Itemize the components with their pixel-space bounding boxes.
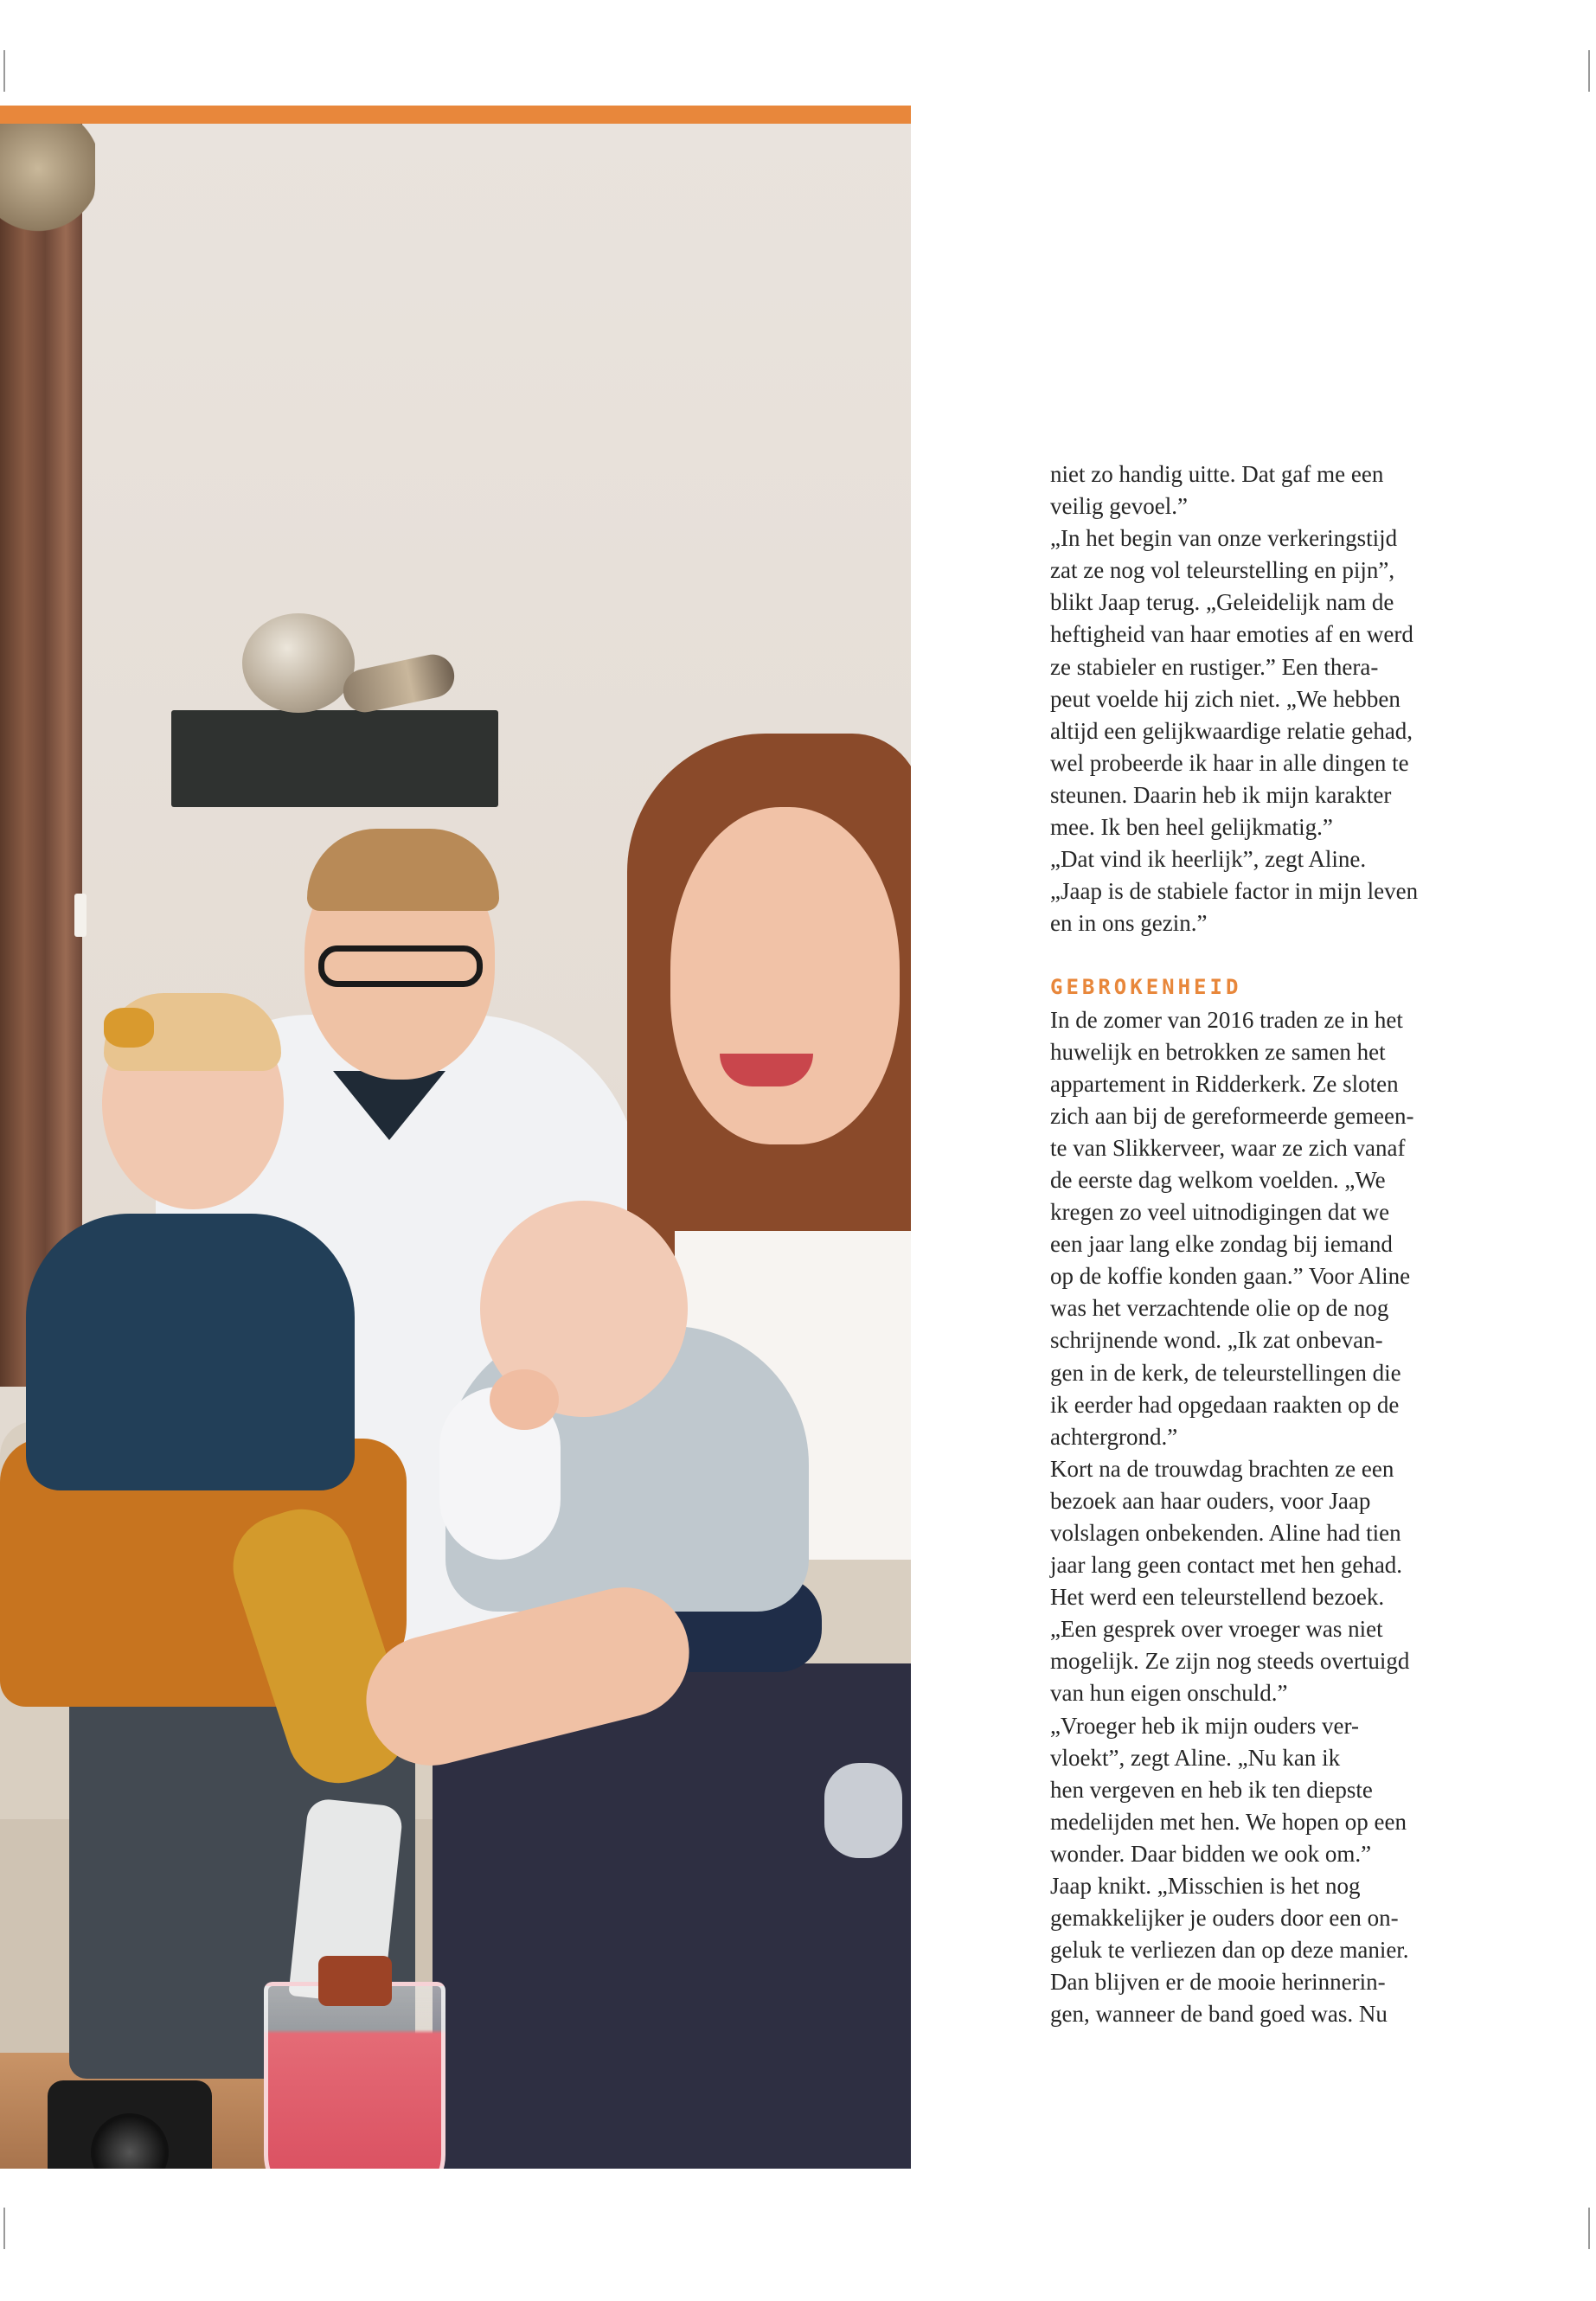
text-line: „In het begin van onze verkeringstijd — [1050, 525, 1398, 552]
text-line: veilig gevoel.” — [1050, 493, 1188, 520]
antler-decoration — [0, 124, 95, 236]
text-line: blikt Jaap terug. „Geleidelijk nam de — [1050, 589, 1394, 616]
light-switch — [74, 894, 87, 937]
text-line: In de zomer van 2016 traden ze in het — [1050, 1006, 1403, 1033]
text-line: de eerste dag welkom voelden. „We — [1050, 1166, 1386, 1193]
crop-mark-bottom-left — [3, 2208, 5, 2249]
text-line: wel probeerde ik haar in alle dingen te — [1050, 749, 1409, 776]
text-line: Dan blijven er de mooie herinnerin- — [1050, 1969, 1386, 1996]
section-gap — [1050, 939, 1483, 971]
text-line: mogelijk. Ze zijn nog steeds overtuigd — [1050, 1648, 1410, 1675]
text-line: te van Slikkerveer, waar ze zich vanaf — [1050, 1134, 1406, 1161]
vase — [242, 613, 355, 713]
man-glasses — [318, 945, 483, 987]
paragraph-1 — [1050, 458, 1483, 939]
text-line: Het werd een teleurstellend bezoek. — [1050, 1584, 1385, 1611]
girl-sweater — [26, 1214, 355, 1490]
text-line: ze stabieler en rustiger.” Een thera- — [1050, 653, 1379, 680]
text-line: hen vergeven en heb ik ten diepste — [1050, 1776, 1373, 1803]
text-line: gen, wanneer de band goed was. Nu — [1050, 2001, 1388, 2028]
text-line: jaar lang geen contact met hen gehad. — [1050, 1552, 1403, 1579]
text-line: achtergrond.” — [1050, 1423, 1178, 1450]
horn-decoration — [339, 651, 458, 716]
text-line: bezoek aan haar ouders, voor Jaap — [1050, 1487, 1371, 1514]
text-line: appartement in Ridderkerk. Ze sloten — [1050, 1070, 1399, 1097]
text-line: zat ze nog vol teleurstelling en pijn”, — [1050, 557, 1395, 584]
text-line: wonder. Daar bidden we ook om.” — [1050, 1840, 1372, 1867]
text-line: Jaap knikt. „Misschien is het nog — [1050, 1873, 1361, 1900]
text-line: volslagen onbekenden. Aline had tien — [1050, 1520, 1401, 1546]
text-line: altijd een gelijkwaardige relatie gehad, — [1050, 717, 1413, 744]
girl-hair-bow — [104, 1008, 154, 1048]
text-line: medelijden met hen. We hopen op een — [1050, 1808, 1407, 1835]
text-line: Kort na de trouwdag brachten ze een — [1050, 1455, 1394, 1482]
text-line: was het verzachtende olie op de nog — [1050, 1295, 1389, 1322]
woman-face — [670, 807, 900, 1144]
text-line: „Vroeger heb ik mijn ouders ver- — [1050, 1712, 1359, 1739]
text-line: heftigheid van haar emoties af en werd — [1050, 621, 1413, 648]
accent-bar — [0, 106, 911, 124]
text-line: mee. Ik ben heel gelijkmatig.” — [1050, 814, 1333, 841]
text-line: „Jaap is de stabiele factor in mijn leven — [1050, 878, 1419, 905]
text-line: peut voelde hij zich niet. „We hebben — [1050, 685, 1401, 712]
text-line: gemakkelijker je ouders door een on- — [1050, 1905, 1399, 1932]
article-column — [1050, 458, 1483, 2031]
text-line: schrijnende wond. „Ik zat onbevan- — [1050, 1327, 1383, 1354]
tea-leaves — [318, 1956, 392, 2006]
crop-mark-bottom-right — [1588, 2208, 1590, 2249]
text-line: ik eerder had opgedaan raakten op de — [1050, 1391, 1400, 1418]
paragraph-2 — [1050, 1004, 1483, 2031]
text-line: vloekt”, zegt Aline. „Nu kan ik — [1050, 1744, 1341, 1771]
crop-mark-top-left — [3, 50, 5, 92]
text-line: van hun eigen onschuld.” — [1050, 1680, 1288, 1707]
baby-sock — [824, 1763, 902, 1858]
text-line: steunen. Daarin heb ik mijn karakter — [1050, 781, 1392, 808]
text-line: zich aan bij de gereformeerde gemeen- — [1050, 1102, 1414, 1129]
tea-glass — [264, 1982, 445, 2169]
baby-hand — [490, 1369, 559, 1430]
text-line: geluk te verliezen dan op deze manier. — [1050, 1937, 1409, 1964]
text-line: huwelijk en betrokken ze samen het — [1050, 1038, 1386, 1065]
section-heading: GEBROKENHEID — [1050, 975, 1242, 1000]
text-line: op de koffie konden gaan.” Voor Aline — [1050, 1263, 1411, 1290]
family-photo — [0, 124, 911, 2169]
text-line: gen in de kerk, de teleurstellingen die — [1050, 1359, 1401, 1386]
text-line: en in ons gezin.” — [1050, 910, 1208, 937]
text-line: kregen zo veel uitnodigingen dat we — [1050, 1199, 1390, 1226]
crop-mark-top-right — [1588, 50, 1590, 92]
text-line: niet zo handig uitte. Dat gaf me een — [1050, 461, 1384, 487]
text-line: „Dat vind ik heerlijk”, zegt Aline. — [1050, 846, 1367, 873]
curtain — [0, 124, 82, 1387]
man-hair — [307, 829, 499, 911]
text-line: „Een gesprek over vroeger was niet — [1050, 1616, 1383, 1643]
wall-shelf — [171, 710, 498, 807]
text-line: een jaar lang elke zondag bij iemand — [1050, 1231, 1393, 1258]
